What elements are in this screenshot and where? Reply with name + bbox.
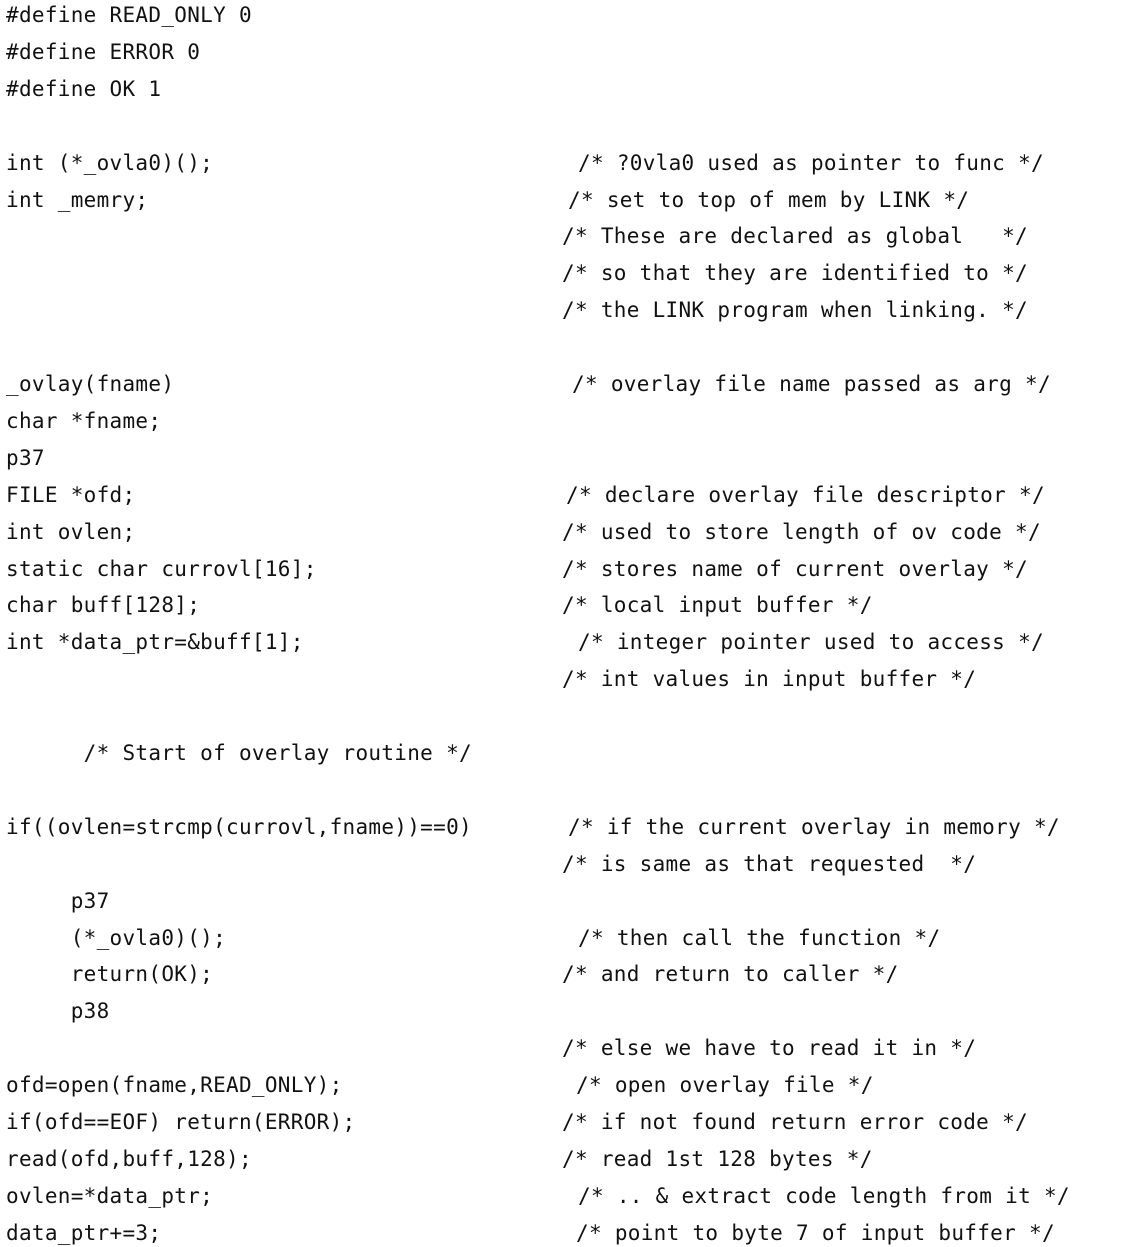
code-text: _ovlay(fname) [6,372,175,396]
code-comment: /* else we have to read it in */ [562,1036,977,1061]
code-text: p37 [6,445,45,470]
code-comment: /* .. & extract code length from it */ [578,1183,1070,1208]
code-comment: /* the LINK program when linking. */ [562,298,1028,323]
code-comment: /* if the current overlay in memory */ [568,814,1060,839]
code-text: p37 [6,888,110,913]
code-text: char buff[128]; [6,593,201,618]
code-text: #define OK 1 [6,76,162,101]
code-comment: /* then call the function */ [578,925,941,950]
code-comment: /* overlay file name passed as arg */ [572,372,1051,396]
code-text: return(OK); [6,962,214,987]
code-comment: /* ?0vla0 used as pointer to func */ [578,150,1044,175]
code-text: data_ptr+=3; [6,1220,162,1245]
code-comment: /* int values in input buffer */ [562,667,977,692]
code-text: if(ofd==EOF) return(ERROR); [6,1110,356,1134]
code-text: int _memry; [6,187,149,212]
code-comment: /* stores name of current overlay */ [562,556,1028,581]
code-text: static char currovl[16]; [6,556,317,581]
code-comment: /* open overlay file */ [576,1073,874,1098]
code-comment: /* and return to caller */ [562,962,899,987]
code-text: ofd=open(fname,READ_ONLY); [6,1073,343,1098]
code-text: p38 [6,999,110,1024]
code-text: char *fname; [6,408,162,433]
code-comment: /* set to top of mem by LINK */ [568,187,970,212]
code-comment: /* so that they are identified to */ [562,261,1028,286]
code-text: FILE *ofd; [6,482,136,507]
code-text: /* Start of overlay routine */ [6,741,472,765]
code-text: ovlen=*data_ptr; [6,1183,214,1208]
code-comment: /* read 1st 128 bytes */ [562,1146,873,1171]
code-comment: /* integer pointer used to access */ [578,630,1044,655]
code-comment: /* point to byte 7 of input buffer */ [576,1220,1055,1245]
code-comment: /* is same as that requested */ [562,851,977,876]
code-text: #define ERROR 0 [6,39,201,64]
code-comment: /* used to store length of ov code */ [562,519,1041,544]
code-comment: /* local input buffer */ [562,593,873,618]
code-text: #define READ_ONLY 0 [6,3,252,27]
code-text: int *data_ptr=&buff[1]; [6,630,304,655]
code-comment: /* These are declared as global */ [562,224,1028,249]
code-text: (*_ovla0)(); [6,925,227,950]
code-comment: /* if not found return error code */ [562,1110,1028,1134]
code-text: int ovlen; [6,519,136,544]
code-text: read(ofd,buff,128); [6,1146,252,1171]
code-text: if((ovlen=strcmp(currovl,fname))==0) [6,814,472,839]
code-text: int (*_ovla0)(); [6,150,214,175]
code-comment: /* declare overlay file descriptor */ [566,482,1045,507]
